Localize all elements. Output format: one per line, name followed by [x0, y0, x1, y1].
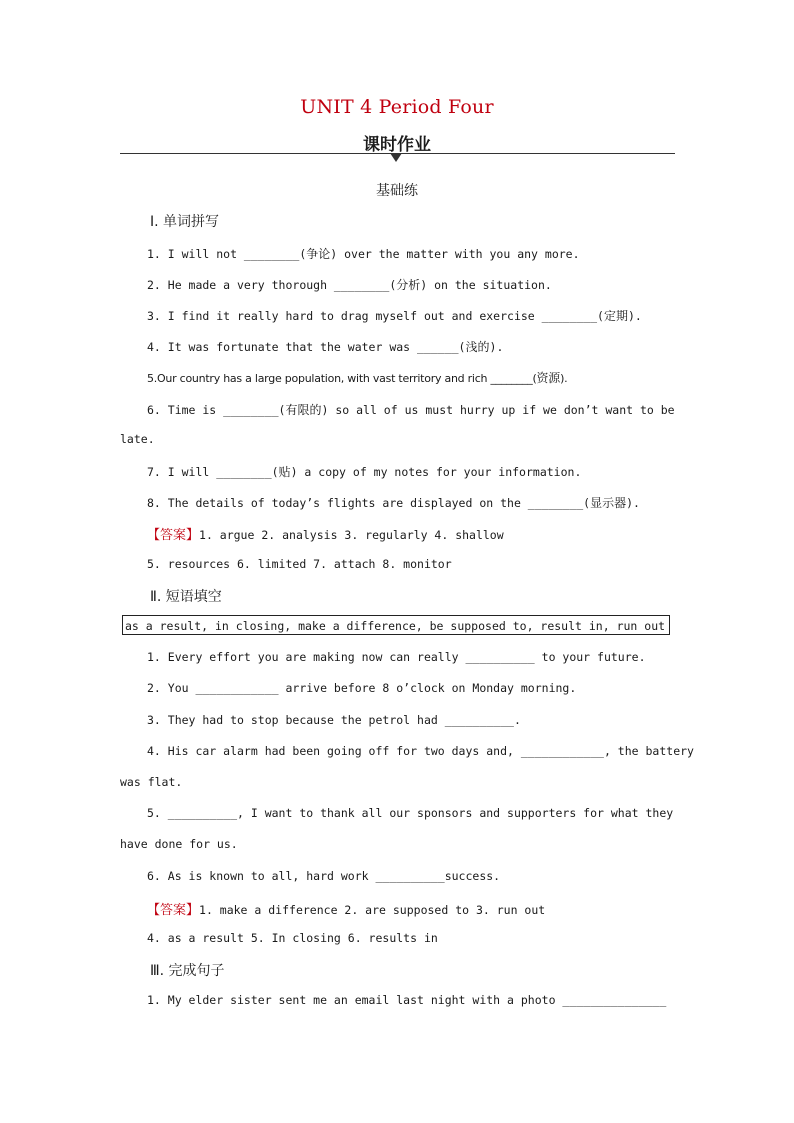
list-item: 1. Every effort you are making now can really __________ to your future.	[147, 650, 646, 664]
list-item: 7. I will ________(贴) a copy of my notes for your information.	[147, 465, 582, 479]
answer-label: 【答案】	[147, 903, 200, 918]
list-item-continuation: late.	[120, 432, 155, 446]
list-item: 2. He made a very thorough ________(分析) on the situation.	[147, 278, 552, 292]
answer-label: 【答案】	[147, 528, 200, 543]
list-item: 4. His car alarm had been going off for two days and, ____________, the battery	[147, 744, 694, 758]
answer-line: 4. as a result 5. In closing 6. results in	[147, 931, 438, 945]
list-item: 4. It was fortunate that the water was ______(浅的).	[147, 340, 504, 354]
answer-line: 【答案】1. make a difference 2. are supposed to 3. run out	[147, 903, 546, 918]
list-item: 6. As is known to all, hard work __________success.	[147, 869, 501, 883]
page-title: UNIT 4 Period Four	[300, 96, 494, 118]
list-item-continuation: was flat.	[120, 775, 183, 789]
part1-heading: Ⅰ. 单词拼写	[150, 214, 220, 230]
phrase-box: as a result, in closing, make a difference, be supposed to, result in, run out	[122, 615, 670, 635]
list-item: 1. My elder sister sent me an email last night with a photo _______________	[147, 993, 667, 1007]
list-item-continuation: have done for us.	[120, 837, 238, 851]
answer-line: 5. resources 6. limited 7. attach 8. monitor	[147, 557, 452, 571]
list-item: 5.Our country has a large population, with vast territory and rich ________(资源).	[147, 371, 568, 385]
part2-heading: Ⅱ. 短语填空	[150, 589, 222, 605]
list-item: 1. I will not ________(争论) over the matter with you any more.	[147, 247, 580, 261]
answer-line: 【答案】1. argue 2. analysis 3. regularly 4. shallow	[147, 528, 504, 543]
list-item: 2. You ____________ arrive before 8 o’clock on Monday morning.	[147, 681, 577, 695]
section-label: 基础练	[376, 183, 418, 199]
page-subtitle: 课时作业	[363, 135, 431, 155]
list-item: 5. __________, I want to thank all our sponsors and supporters for what they	[147, 806, 674, 820]
triangle-down-icon	[390, 153, 402, 162]
list-item: 3. I find it really hard to drag myself out and exercise ________(定期).	[147, 309, 642, 323]
list-item: 3. They had to stop because the petrol had __________.	[147, 713, 521, 727]
list-item: 6. Time is ________(有限的) so all of us must hurry up if we don’t want to be	[147, 403, 675, 417]
part3-heading: Ⅲ. 完成句子	[150, 963, 225, 979]
list-item: 8. The details of today’s flights are displayed on the ________(显示器).	[147, 496, 640, 510]
